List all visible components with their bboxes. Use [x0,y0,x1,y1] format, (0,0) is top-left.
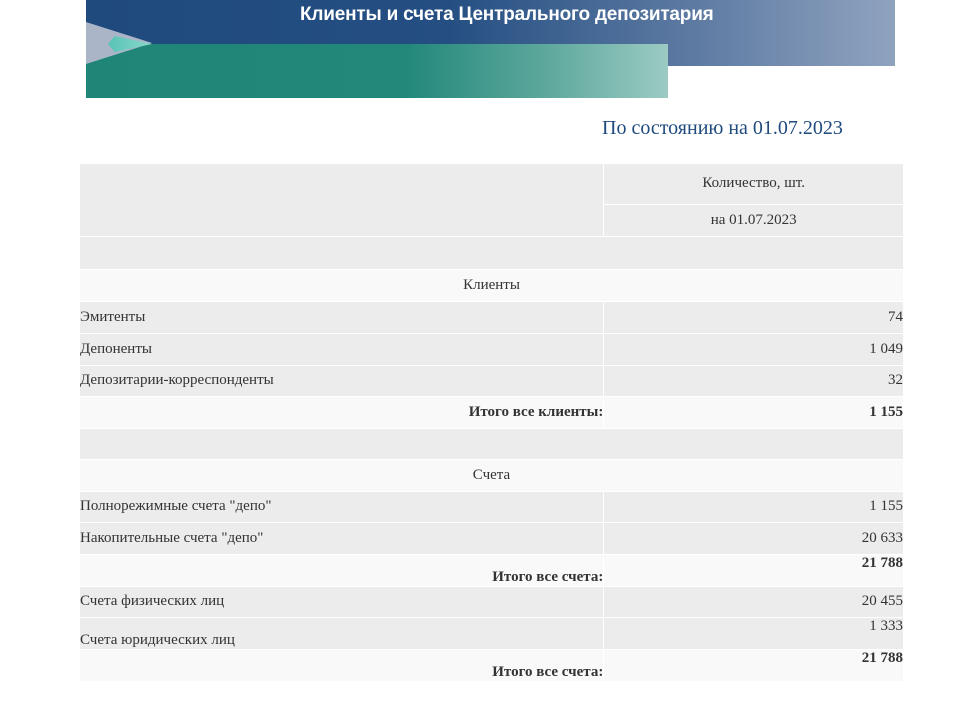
section-row-accounts [80,459,903,491]
row-value: 20 455 [604,586,903,617]
total-row-accounts-by-type [80,649,903,681]
total-row-accounts [80,554,903,586]
table-row [80,491,903,522]
table-row [80,522,903,554]
report-date-caption: По состоянию на 01.07.2023 [602,117,843,139]
row-label: Эмитенты [80,301,604,333]
total-label: Итого все счета: [80,649,604,681]
header-banner [86,0,895,98]
section-row-clients [80,269,903,301]
row-value: 32 [604,365,903,396]
spacer-row [80,236,903,269]
spacer-row [80,428,903,459]
total-value: 21 788 [604,649,903,681]
table-row [80,617,903,649]
row-label: Счета юридических лиц [80,617,604,649]
table-row [80,301,903,333]
row-value: 20 633 [604,522,903,554]
total-row-clients [80,396,903,428]
header-empty-cell [80,164,604,236]
banner-teal-band [86,44,668,98]
table-header-row [80,164,903,204]
table-row [80,333,903,365]
row-value: 1 333 [604,617,903,649]
row-label: Депоненты [80,333,604,365]
total-label: Итого все клиенты: [80,396,604,428]
clients-accounts-table [80,164,903,682]
total-value: 1 155 [604,396,903,428]
row-label: Счета физических лиц [80,586,604,617]
row-value: 1 155 [604,491,903,522]
table-row [80,365,903,396]
section-label-clients: Клиенты [80,269,903,301]
row-value: 1 049 [604,333,903,365]
page-title: Клиенты и счета Центрального депозитария [300,4,714,25]
column-subheader: на 01.07.2023 [604,204,903,236]
total-label: Итого все счета: [80,554,604,586]
row-label: Полнорежимные счета "депо" [80,491,604,522]
row-value: 74 [604,301,903,333]
column-header: Количество, шт. [604,164,903,204]
row-label: Депозитарии-корреспонденты [80,365,604,396]
section-label-accounts: Счета [80,459,903,491]
table-row [80,586,903,617]
row-label: Накопительные счета "депо" [80,522,604,554]
total-value: 21 788 [604,554,903,586]
